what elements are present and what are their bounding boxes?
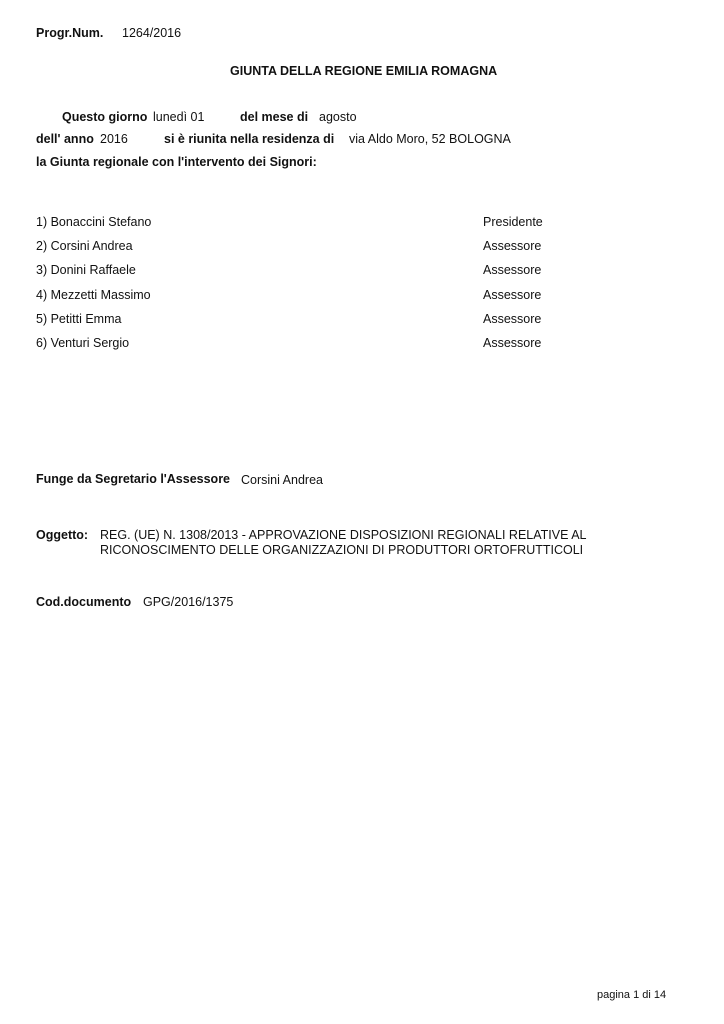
member-role: Presidente — [483, 215, 543, 229]
day-label: Questo giorno — [62, 110, 148, 124]
year-value: 2016 — [100, 132, 128, 146]
year-label: dell' anno — [36, 132, 94, 146]
secretary-label: Funge da Segretario l'Assessore — [36, 472, 231, 486]
member-role: Assessore — [483, 336, 542, 350]
month-label: del mese di — [240, 110, 309, 124]
members-intro: la Giunta regionale con l'intervento dei Signori: — [36, 155, 317, 169]
document-code-value: GPG/2016/1375 — [143, 595, 234, 609]
member-name: 4) Mezzetti Massimo — [36, 288, 151, 302]
residence-value: via Aldo Moro, 52 BOLOGNA — [349, 132, 511, 146]
page-number: pagina 1 di 14 — [597, 989, 667, 1001]
member-name: 5) Petitti Emma — [36, 312, 122, 326]
member-name: 1) Bonaccini Stefano — [36, 215, 152, 229]
month-value: agosto — [319, 110, 357, 124]
member-role: Assessore — [483, 288, 542, 302]
member-name: 2) Corsini Andrea — [36, 239, 133, 253]
secretary-value: Corsini Andrea — [241, 473, 323, 487]
subject-label: Oggetto: — [36, 528, 89, 542]
document-code-label: Cod.documento — [36, 595, 132, 609]
subject-line-2: RICONOSCIMENTO DELLE ORGANIZZAZIONI DI PRODUTTORI ORTOFRUTTICOLI — [100, 543, 584, 557]
progr-num-value: 1264/2016 — [122, 26, 182, 40]
residence-label: si è riunita nella residenza di — [164, 132, 335, 146]
progr-num-label: Progr.Num. — [36, 26, 104, 40]
member-name: 3) Donini Raffaele — [36, 263, 136, 277]
document-title: GIUNTA DELLA REGIONE EMILIA ROMAGNA — [230, 64, 498, 78]
member-role: Assessore — [483, 312, 542, 326]
member-role: Assessore — [483, 239, 542, 253]
member-role: Assessore — [483, 263, 542, 277]
subject-line-1: REG. (UE) N. 1308/2013 - APPROVAZIONE DISPOSIZIONI REGIONALI RELATIVE AL — [100, 528, 587, 542]
member-name: 6) Venturi Sergio — [36, 336, 130, 350]
day-value: lunedì 01 — [153, 110, 205, 124]
